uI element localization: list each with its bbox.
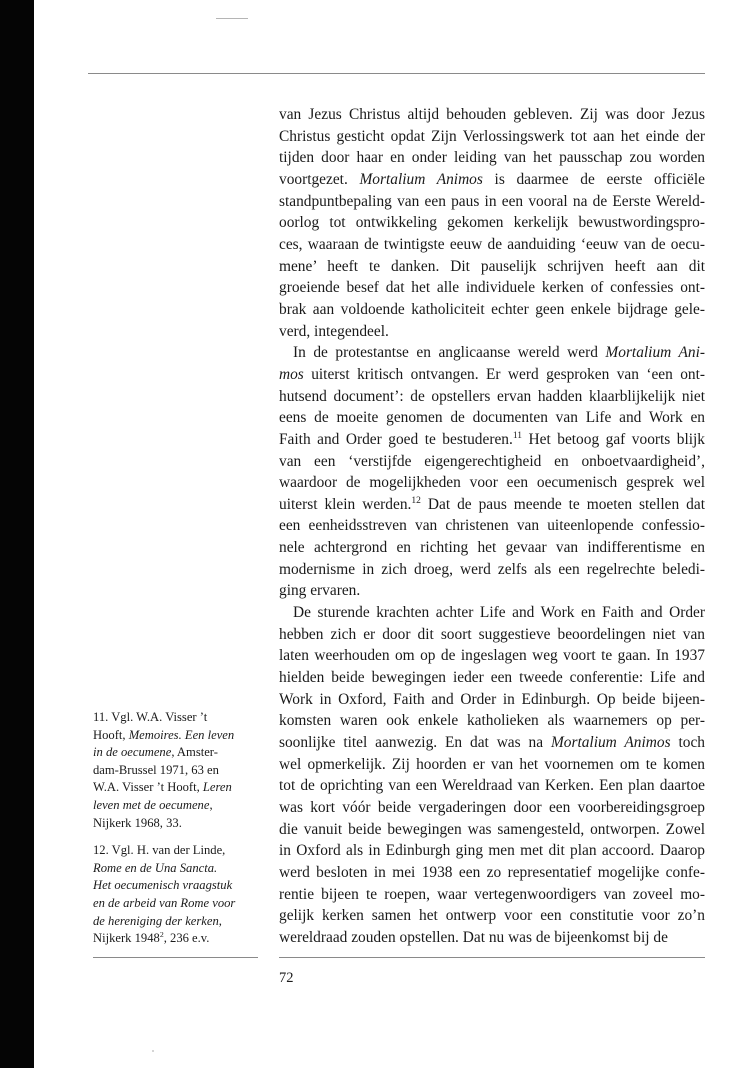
text-run: hutsend document’: de opstellers ervan hadden klaarblijkelijk niet <box>279 387 705 405</box>
italic-text: Mortalium Ani- <box>605 344 705 362</box>
text-line <box>279 429 705 451</box>
text-run: groeiende besef dat het alle individuele kerken of confessies ont- <box>279 279 705 297</box>
text-line <box>279 645 705 667</box>
footnote-line <box>93 727 265 745</box>
footnote-line <box>93 762 265 780</box>
text-line <box>279 819 705 841</box>
text-run: in Oxford als in Edinburgh ging men met dit plan accoord. Daarop <box>279 842 705 860</box>
text-run: Hooft, <box>93 727 129 742</box>
text-line <box>279 797 705 819</box>
text-line <box>279 321 705 343</box>
text-run: waardoor de mogelijkheden voor een oecumenisch gesprek wel <box>279 474 705 492</box>
text-run: ging ervaren. <box>279 582 361 600</box>
italic-text: Mortalium Animos <box>359 170 483 188</box>
text-line <box>279 364 705 386</box>
text-run: , <box>218 913 222 928</box>
text-line <box>279 905 705 927</box>
text-run: tijden door haar en onder leiding van het pausschap zou worden <box>279 149 705 167</box>
text-run: uiterst klein werden. <box>279 495 412 513</box>
footnote-line <box>93 895 265 913</box>
footnote-line <box>93 860 265 878</box>
text-line <box>279 169 705 191</box>
text-line <box>279 147 705 169</box>
text-run: , Amster- <box>171 745 218 760</box>
text-run: is daarmee de eerste officiële <box>482 170 705 188</box>
italic-text: en de arbeid van Rome voor <box>93 895 236 910</box>
text-run: rentie bijeen te roepen, waar vertegenwoordigers van zoveel mo- <box>279 885 705 903</box>
footnote-line <box>93 877 265 895</box>
footnote-ref[interactable]: 2 <box>159 929 164 939</box>
text-run: nele achtergrond en richting het gevaar van indifferentisme en <box>279 539 705 557</box>
text-run: van een ‘verstijfde eigengerechtigheid en onboetvaardigheid’, <box>279 452 705 470</box>
text-run: De sturende krachten achter Life and Work en Faith and Order <box>293 604 705 622</box>
text-run: 11. Vgl. W.A. Visser ’t <box>93 710 208 724</box>
text-line <box>279 277 705 299</box>
text-run: , <box>209 797 213 812</box>
text-run: eens de moeite genomen de documenten van Life and Work en <box>279 409 705 427</box>
footnote-line <box>93 779 265 797</box>
text-run: wereldraad zouden opstellen. Dat nu was de bijeenkomst bij de <box>279 928 668 946</box>
text-run: gelijk kerken samen het ontwerp voor een constitutie voor zo’n <box>279 907 705 925</box>
footnote-line <box>93 842 265 860</box>
text-run: hebben zich er door dit soort suggestieve beoordelingen niet van <box>279 625 705 643</box>
text-line <box>279 537 705 559</box>
text-run: tot de oprichting van een Wereldraad van Kerken. Een plan daartoe <box>279 777 705 795</box>
text-line <box>279 667 705 689</box>
text-run: was kort vóór beide vergaderingen door een voorbereidingsgroep <box>279 799 705 816</box>
scan-edge-shadow <box>0 0 34 1068</box>
italic-text: Memoires. Een leven <box>128 727 235 742</box>
text-line <box>279 451 705 473</box>
text-line <box>279 494 705 516</box>
text-run: laten weerhouden om op de ingeslagen weg voort te gaan. In 1937 <box>279 647 705 665</box>
text-run: Het betoog gaf voorts blijk <box>522 430 705 448</box>
footer-rule <box>279 957 705 958</box>
text-line <box>279 689 705 711</box>
text-run: Nijkerk 1968, 33. <box>93 815 182 830</box>
footnote-rule <box>93 957 258 958</box>
text-line <box>279 559 705 581</box>
text-run: verd, integendeel. <box>279 322 389 340</box>
text-run: oorlog tot ontwikkeling gekomen kerkelijk bewustwordingspro- <box>279 214 705 232</box>
text-line <box>279 472 705 494</box>
text-run: werd besloten in mei 1938 een zo representatief mogelijke confe- <box>279 863 705 881</box>
footnotes <box>93 709 265 958</box>
footnote-line <box>93 709 265 727</box>
footnote-ref[interactable]: 11 <box>512 429 523 441</box>
text-line <box>279 862 705 884</box>
text-run: standpuntbepaling van een paus in een vooral na de Eerste Wereld- <box>279 192 705 210</box>
text-line <box>279 754 705 776</box>
text-run: hielden beide bewegingen ieder een tweede conferentie: Life and <box>279 669 705 687</box>
italic-text: mos <box>279 365 304 383</box>
text-line <box>279 840 705 862</box>
text-line <box>279 580 705 602</box>
text-line <box>279 234 705 256</box>
text-run: toch <box>670 734 705 752</box>
text-run: Nijkerk 1948 <box>93 931 160 946</box>
text-line <box>279 884 705 906</box>
text-run: uiterst kritisch ontvangen. Er werd gesproken van ‘een ont- <box>303 365 705 383</box>
text-run: dam-Brussel 1971, 63 en <box>93 762 219 777</box>
text-line <box>279 104 705 126</box>
text-line <box>279 191 705 213</box>
text-line <box>279 775 705 797</box>
text-run: wel opmerkelijk. Zij hoorden er van het voornemen om te komen <box>279 755 705 773</box>
text-line <box>279 256 705 278</box>
footnote <box>93 842 265 948</box>
italic-text: Leren <box>202 780 232 795</box>
text-line <box>279 342 705 364</box>
text-line <box>279 624 705 646</box>
text-line <box>279 212 705 234</box>
text-run: komsten waren ook enkele katholieken als waarnemers op per- <box>279 712 705 730</box>
footnote <box>93 709 265 832</box>
text-line <box>279 602 705 624</box>
text-run: ces, waaraan de twintigste eeuw de aanduiding ‘eeuw van de oecu- <box>279 235 705 253</box>
text-run: Dat de paus meende te moeten stellen dat <box>420 495 705 513</box>
text-line <box>279 710 705 732</box>
text-line <box>279 407 705 429</box>
text-line <box>279 126 705 148</box>
text-run: een eenheidsstreven van christenen van uiteenlopende confessio- <box>279 517 705 535</box>
body-text <box>279 104 705 949</box>
header-rule <box>88 73 705 74</box>
text-run: brak aan voldoende katholiciteit echter geen enkele bijdrage gele- <box>279 300 705 318</box>
text-run: soonlijke titel aanwezig. En dat was na <box>279 734 551 752</box>
italic-text: in de oecumene <box>93 745 172 760</box>
italic-text: Mortalium Animos <box>550 734 671 752</box>
text-run: W.A. Visser ’t Hooft, <box>93 780 203 795</box>
italic-text: leven met de oecumene <box>93 797 210 812</box>
footnote-line <box>93 797 265 815</box>
text-run: Faith and Order goed te bestuderen. <box>279 430 513 448</box>
footnote-line <box>93 913 265 931</box>
text-run: In de protestantse en anglicaanse wereld werd <box>293 344 606 362</box>
italic-text: Het oecumenisch vraagstuk <box>93 878 233 893</box>
text-run: modernisme in zich droeg, werd zelfs als een regelrechte beledi- <box>279 560 705 578</box>
page-number: 72 <box>279 970 294 986</box>
text-run: mene’ heeft te danken. Dit pauselijk schrijven heeft aan dit <box>279 257 705 275</box>
text-run: voortgezet. <box>279 170 360 188</box>
footnote-ref[interactable]: 12 <box>411 494 421 506</box>
text-run: van Jezus Christus altijd behouden gebleven. Zij was door Jezus <box>279 106 705 123</box>
footnote-line <box>93 744 265 762</box>
scan-speck <box>152 1050 154 1052</box>
text-line <box>279 927 705 949</box>
top-mark <box>216 18 248 19</box>
text-line <box>279 299 705 321</box>
text-line <box>279 386 705 408</box>
text-line <box>279 732 705 754</box>
text-run: 12. Vgl. H. van der Linde, <box>93 843 226 858</box>
footnote-line <box>93 930 265 948</box>
text-line <box>279 515 705 537</box>
text-run: , 236 e.v. <box>163 931 210 946</box>
text-run: Work in Oxford, Faith and Order in Edinburgh. Op beide bijeen- <box>279 690 705 708</box>
italic-text: Rome en de Una Sancta. <box>93 860 218 875</box>
text-run: Christus gesticht opdat Zijn Verlossingswerk tot aan het einde der <box>279 127 705 145</box>
footnote-line <box>93 815 265 833</box>
italic-text: de hereniging der kerken <box>93 913 219 928</box>
text-run: die vanuit beide bewegingen was samengesteld, ontworpen. Zowel <box>279 820 705 838</box>
